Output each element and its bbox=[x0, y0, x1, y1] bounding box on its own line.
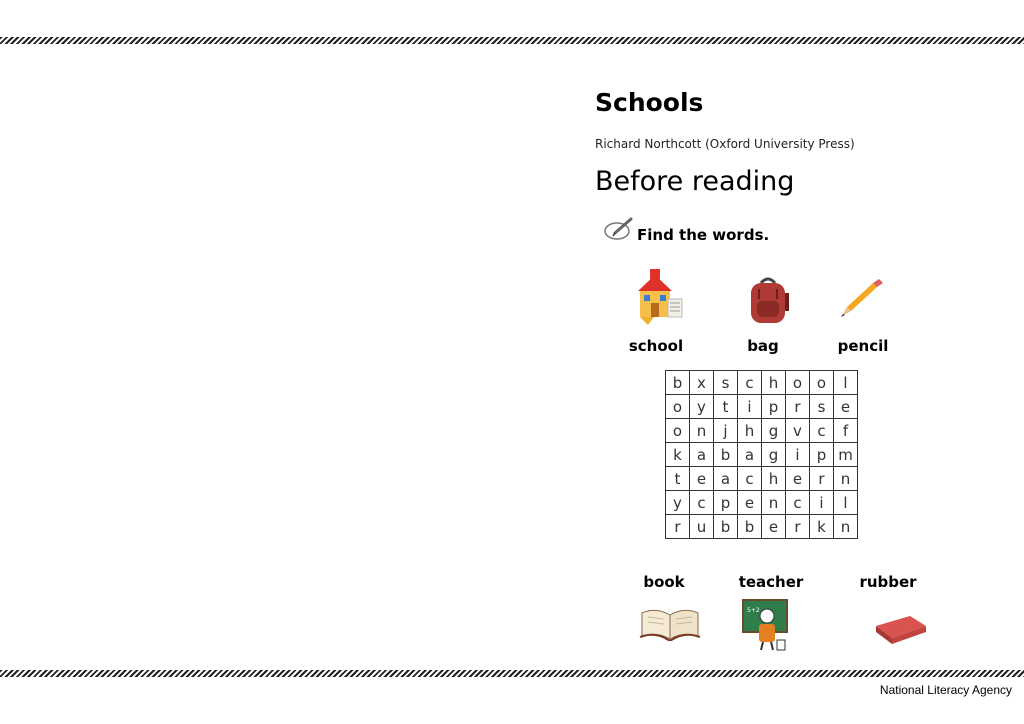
grid-cell: c bbox=[738, 371, 762, 395]
grid-cell: h bbox=[762, 467, 786, 491]
grid-cell: n bbox=[834, 467, 858, 491]
grid-cell: c bbox=[738, 467, 762, 491]
grid-cell: p bbox=[810, 443, 834, 467]
svg-text:5+2: 5+2 bbox=[747, 607, 760, 614]
grid-cell: r bbox=[786, 395, 810, 419]
picture-label-school: school bbox=[628, 337, 684, 355]
grid-cell: i bbox=[738, 395, 762, 419]
grid-cell: e bbox=[786, 467, 810, 491]
grid-cell: i bbox=[786, 443, 810, 467]
grid-cell: o bbox=[666, 419, 690, 443]
grid-cell: p bbox=[714, 491, 738, 515]
grid-row bbox=[666, 419, 858, 443]
grid-cell: k bbox=[666, 443, 690, 467]
grid-cell: r bbox=[810, 467, 834, 491]
grid-cell: f bbox=[834, 419, 858, 443]
picture-label-bag: bag bbox=[747, 337, 779, 355]
grid-cell: e bbox=[690, 467, 714, 491]
grid-cell: l bbox=[834, 491, 858, 515]
word-search-grid bbox=[665, 370, 858, 539]
eraser-icon bbox=[870, 612, 930, 650]
book-author: Richard Northcott (Oxford University Press) bbox=[595, 137, 855, 151]
grid-cell: o bbox=[666, 395, 690, 419]
grid-row bbox=[666, 371, 858, 395]
page-title: Schools bbox=[595, 88, 704, 117]
grid-cell: x bbox=[690, 371, 714, 395]
grid-row bbox=[666, 515, 858, 539]
grid-cell: t bbox=[666, 467, 690, 491]
instruction bbox=[603, 215, 770, 244]
pencil-icon bbox=[835, 277, 887, 325]
grid-cell: b bbox=[738, 515, 762, 539]
picture-label-teacher: teacher bbox=[738, 573, 804, 591]
grid-cell: s bbox=[714, 371, 738, 395]
grid-cell: g bbox=[762, 419, 786, 443]
instruction-text: Find the words. bbox=[637, 226, 770, 244]
pencil-writing-icon bbox=[603, 215, 635, 241]
grid-cell: u bbox=[690, 515, 714, 539]
grid-row bbox=[666, 443, 858, 467]
grid-cell: o bbox=[786, 371, 810, 395]
grid-cell: r bbox=[786, 515, 810, 539]
grid-cell: l bbox=[834, 371, 858, 395]
grid-cell: o bbox=[810, 371, 834, 395]
grid-cell: c bbox=[810, 419, 834, 443]
grid-cell: b bbox=[666, 371, 690, 395]
footer-agency: National Literacy Agency bbox=[879, 683, 1012, 697]
grid-cell: v bbox=[786, 419, 810, 443]
grid-cell: c bbox=[786, 491, 810, 515]
grid-cell: b bbox=[714, 443, 738, 467]
grid-cell: g bbox=[762, 443, 786, 467]
grid-cell: e bbox=[738, 491, 762, 515]
section-heading: Before reading bbox=[595, 166, 795, 197]
grid-cell: c bbox=[690, 491, 714, 515]
teacher-icon bbox=[741, 596, 791, 656]
grid-cell: t bbox=[714, 395, 738, 419]
grid-cell: p bbox=[762, 395, 786, 419]
grid-cell: a bbox=[690, 443, 714, 467]
backpack-icon bbox=[745, 275, 791, 331]
grid-cell: m bbox=[834, 443, 858, 467]
grid-cell: j bbox=[714, 419, 738, 443]
grid-cell: n bbox=[834, 515, 858, 539]
grid-row bbox=[666, 491, 858, 515]
picture-label-pencil: pencil bbox=[837, 337, 889, 355]
grid-cell: h bbox=[738, 419, 762, 443]
grid-row bbox=[666, 395, 858, 419]
top-hatched-border bbox=[0, 37, 1024, 44]
grid-cell: e bbox=[834, 395, 858, 419]
grid-cell: a bbox=[714, 467, 738, 491]
grid-cell: n bbox=[762, 491, 786, 515]
grid-cell: y bbox=[690, 395, 714, 419]
grid-cell: k bbox=[810, 515, 834, 539]
bottom-hatched-border bbox=[0, 670, 1024, 677]
grid-cell: y bbox=[666, 491, 690, 515]
grid-cell: h bbox=[762, 371, 786, 395]
grid-cell: r bbox=[666, 515, 690, 539]
grid-row bbox=[666, 467, 858, 491]
grid-cell: s bbox=[810, 395, 834, 419]
grid-cell: e bbox=[762, 515, 786, 539]
school-house-icon bbox=[630, 265, 686, 331]
grid-cell: a bbox=[738, 443, 762, 467]
grid-cell: b bbox=[714, 515, 738, 539]
picture-label-book: book bbox=[643, 573, 685, 591]
grid-cell: n bbox=[690, 419, 714, 443]
grid-cell: i bbox=[810, 491, 834, 515]
picture-label-rubber: rubber bbox=[859, 573, 917, 591]
open-book-icon bbox=[638, 603, 702, 645]
